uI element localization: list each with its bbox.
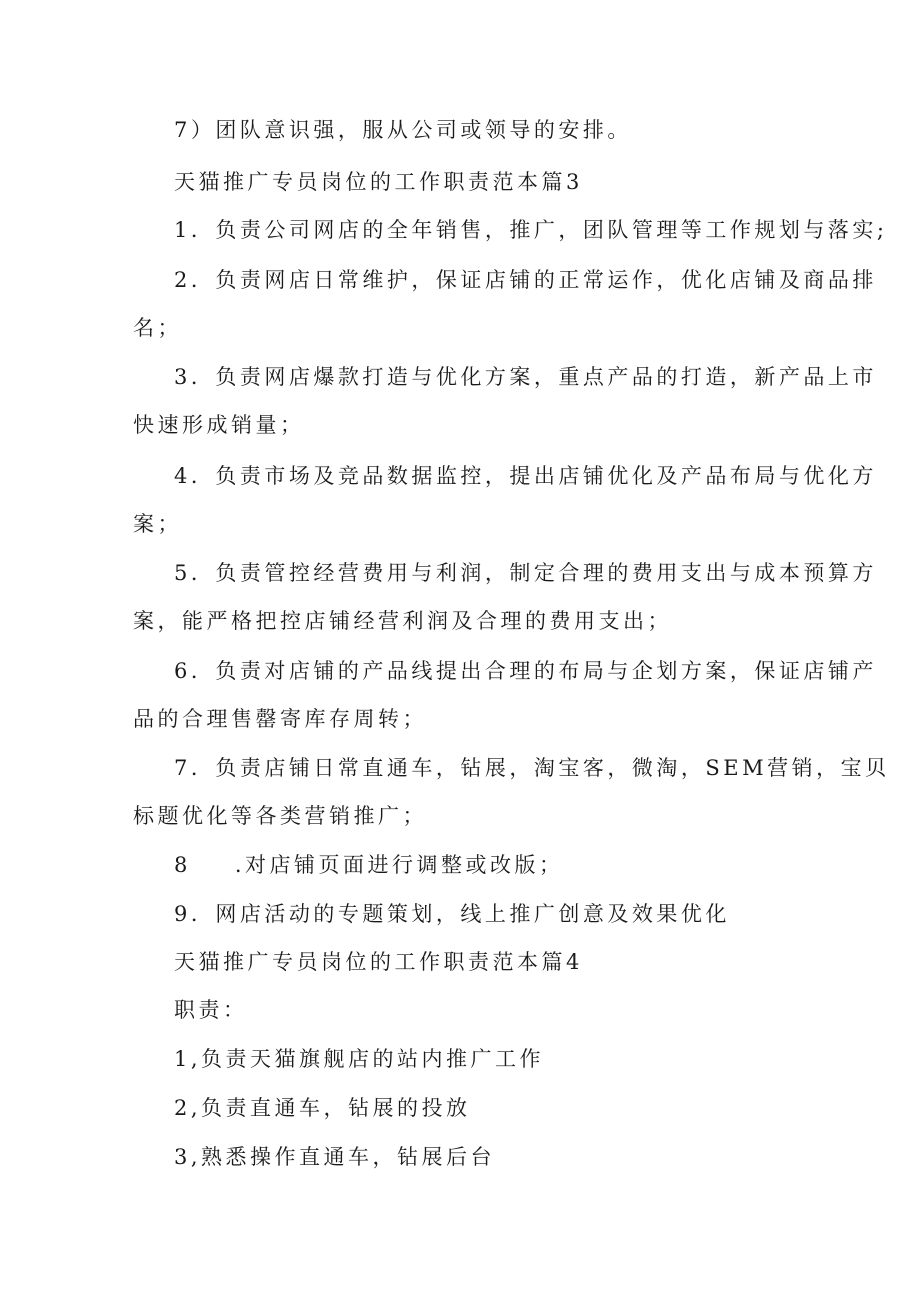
s3-item-8-text: .对店铺页面进行调整或改版； bbox=[234, 853, 564, 877]
s3-item-3-line-2: 快速形成销量； bbox=[133, 413, 305, 437]
section-4-label: 职责： bbox=[174, 998, 248, 1022]
s3-item-7-line-1: 7．负责店铺日常直通车，钻展，淘宝客，微淘，SEM营销，宝贝 bbox=[174, 756, 890, 780]
s3-item-1-line-1: 1．负责公司网店的全年销售，推广，团队管理等工作规划与落实; bbox=[174, 218, 888, 242]
s3-item-5-line-2: 案，能严格把控店铺经营利润及合理的费用支出； bbox=[133, 609, 672, 633]
item-7-team: 7）团队意识强，服从公司或领导的安排。 bbox=[174, 118, 632, 142]
s3-item-5-line-1: 5．负责管控经营费用与利润，制定合理的费用支出与成本预算方 bbox=[174, 561, 877, 585]
s4-item-1: 1,负责天猫旗舰店的站内推广工作 bbox=[174, 1047, 545, 1071]
s3-item-8 bbox=[174, 850, 564, 880]
s3-item-8-number: 8 bbox=[174, 853, 191, 877]
s3-item-3-line-1: 3．负责网店爆款打造与优化方案，重点产品的打造，新产品上市 bbox=[174, 365, 877, 389]
s3-item-2-line-2: 名； bbox=[133, 316, 182, 340]
s4-item-3: 3,熟悉操作直通车，钻展后台 bbox=[174, 1145, 496, 1169]
s3-item-6-line-1: 6．负责对店铺的产品线提出合理的布局与企划方案，保证店铺产 bbox=[174, 659, 877, 683]
s3-item-7-line-2: 标题优化等各类营销推广； bbox=[133, 804, 427, 828]
s3-item-4-line-1: 4．负责市场及竞品数据监控，提出店铺优化及产品布局与优化方 bbox=[174, 464, 877, 488]
section-3-title: 天猫推广专员岗位的工作职责范本篇3 bbox=[174, 170, 583, 194]
s4-item-2: 2,负责直通车，钻展的投放 bbox=[174, 1096, 471, 1120]
s3-item-6-line-2: 品的合理售罄寄库存周转； bbox=[133, 707, 427, 731]
section-4-title: 天猫推广专员岗位的工作职责范本篇4 bbox=[174, 950, 583, 974]
s3-item-4-line-2: 案； bbox=[133, 512, 182, 536]
s3-item-9-line-1: 9．网店活动的专题策划，线上推广创意及效果优化 bbox=[174, 902, 730, 926]
s3-item-2-line-1: 2．负责网店日常维护，保证店铺的正常运作，优化店铺及商品排 bbox=[174, 268, 877, 292]
